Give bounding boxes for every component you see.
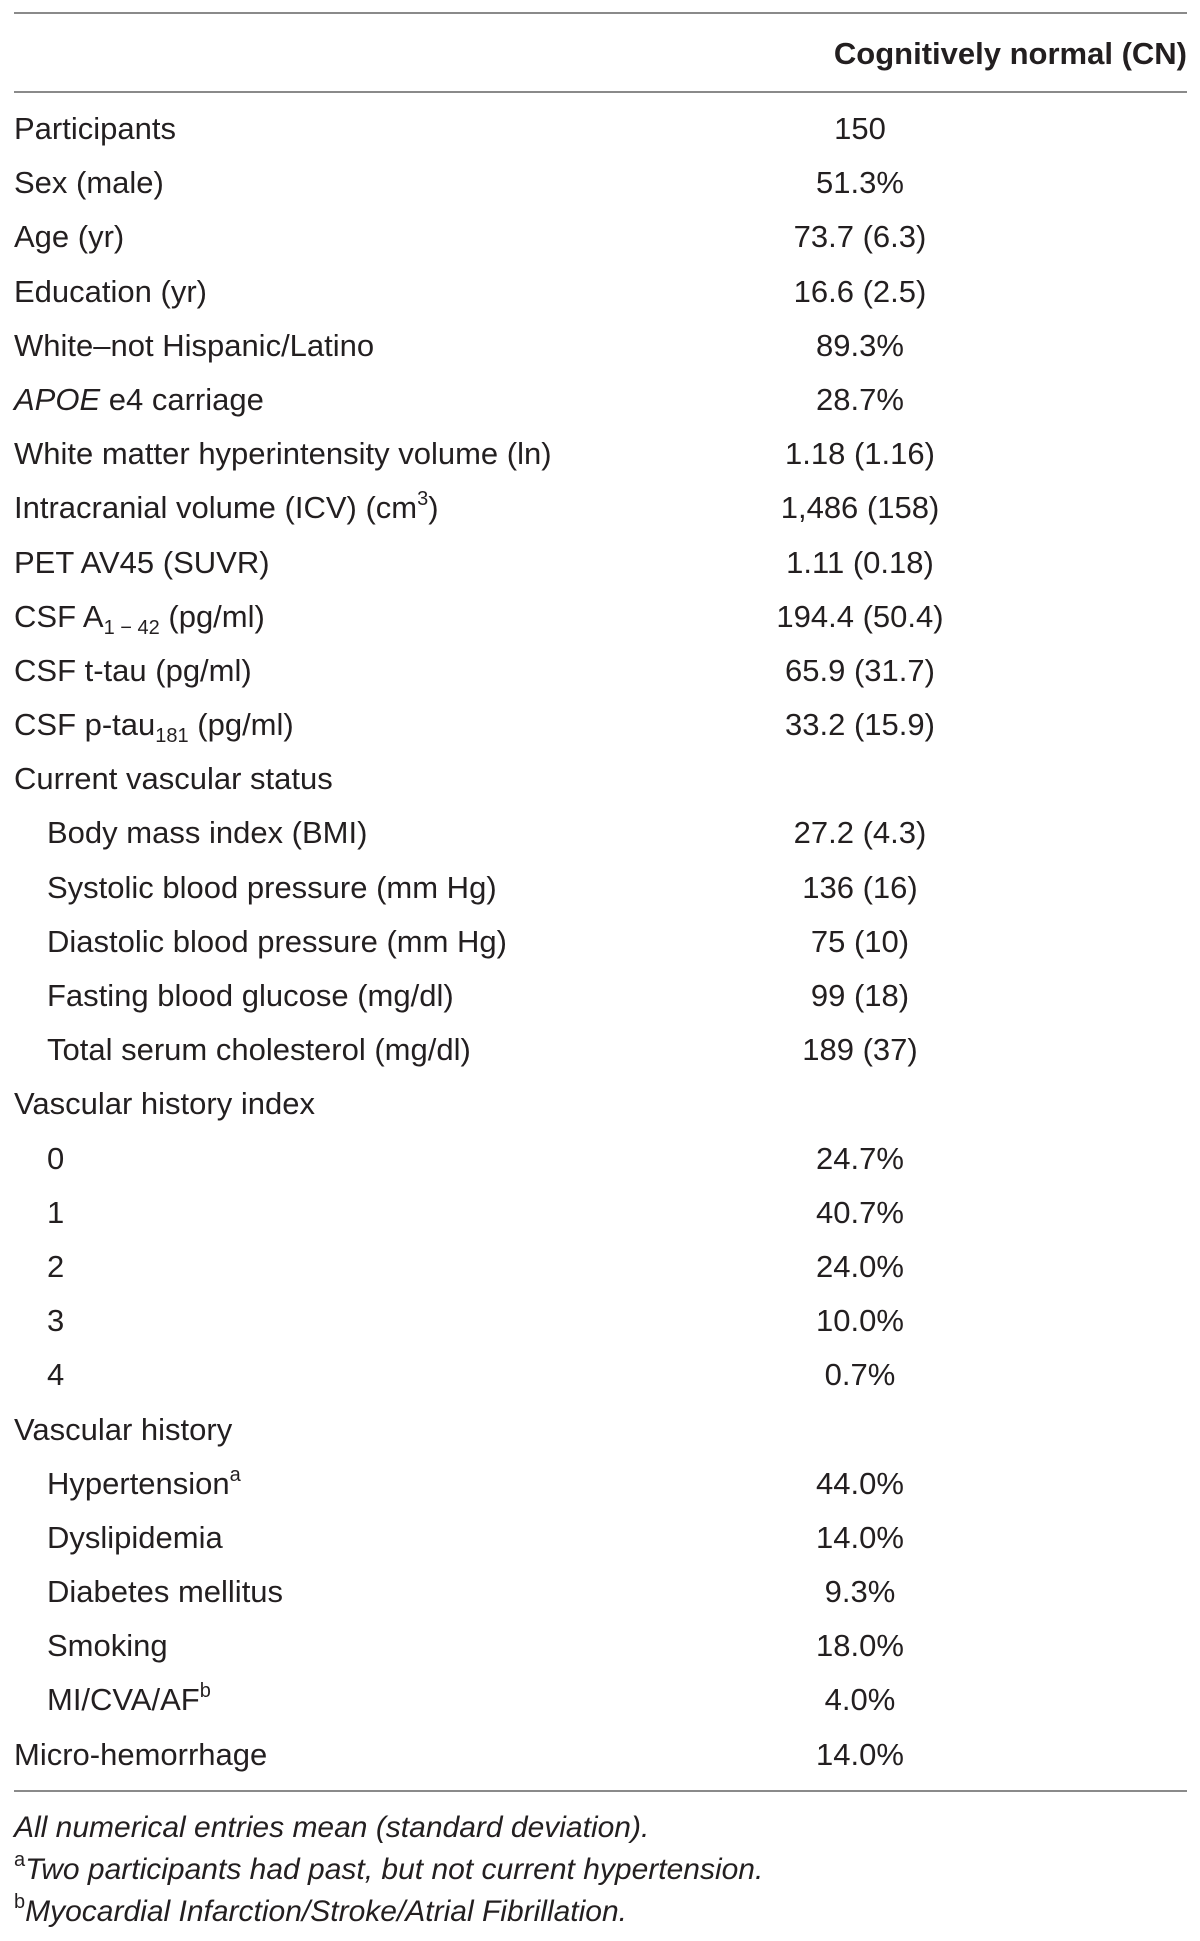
table-row <box>0 380 1200 434</box>
table-row <box>0 1247 1200 1301</box>
row-label <box>14 1084 315 1124</box>
row-label-text: White–not Hispanic/Latino <box>14 327 375 363</box>
row-label-text: 0 <box>47 1140 65 1176</box>
row-value: 44.0% <box>816 1465 904 1501</box>
row-label-text: Vascular history <box>14 1411 233 1447</box>
table-bottom-rule <box>14 1790 1187 1792</box>
table-row <box>0 272 1200 326</box>
row-label <box>47 1518 223 1558</box>
row-value: 4.0% <box>824 1682 896 1718</box>
row-value: 99 (18) <box>810 978 910 1013</box>
table-row <box>0 705 1200 759</box>
row-label-text: Hypertension <box>47 1465 230 1501</box>
table-row <box>0 217 1200 271</box>
table-row <box>0 1301 1200 1355</box>
row-label <box>47 1030 471 1070</box>
row-label <box>47 813 367 853</box>
row-label-text: Intracranial volume (ICV) (cm <box>14 490 418 526</box>
row-label-text: CSF t-tau (pg/ml) <box>14 652 252 688</box>
row-value: 1,486 (158) <box>780 490 940 526</box>
row-value: 1.18 (1.16) <box>785 436 935 472</box>
row-label-text: 2 <box>47 1248 65 1284</box>
row-value: 89.3% <box>816 327 904 363</box>
row-label-sup: a <box>229 1463 241 1486</box>
table-top-rule <box>14 12 1187 14</box>
row-value: 14.0% <box>816 1519 904 1555</box>
row-value: 10.0% <box>816 1303 904 1339</box>
table-row <box>0 759 1200 813</box>
row-label <box>47 976 454 1016</box>
table-row <box>0 488 1200 542</box>
footnote-text: Myocardial Infarction/Stroke/Atrial Fibrillation. <box>25 1895 628 1928</box>
table-row <box>0 434 1200 488</box>
row-label <box>47 1464 241 1504</box>
row-label-text: 3 <box>47 1303 65 1339</box>
row-label <box>14 488 439 528</box>
table-row <box>0 326 1200 380</box>
row-label-text: Vascular history index <box>14 1086 315 1122</box>
row-label-text: Diabetes mellitus <box>47 1574 284 1610</box>
row-label-sub: 181 <box>155 725 189 748</box>
table-row <box>0 868 1200 922</box>
table-row <box>0 651 1200 705</box>
row-label-text: MI/CVA/AF <box>47 1682 200 1718</box>
row-label-text: Participants <box>14 111 176 146</box>
table-row <box>0 922 1200 976</box>
row-label-text: Systolic blood pressure (mm Hg) <box>47 869 497 905</box>
row-label <box>47 868 497 908</box>
row-label <box>14 1410 232 1450</box>
row-label-text: Diastolic blood pressure (mm Hg) <box>47 923 507 959</box>
table-row <box>0 163 1200 217</box>
row-value: 194.4 (50.4) <box>776 598 944 634</box>
row-value: 9.3% <box>824 1574 896 1610</box>
footnote-mark: b <box>14 1891 26 1913</box>
row-label-text: Body mass index (BMI) <box>47 815 368 851</box>
table-row <box>0 813 1200 867</box>
table-row <box>0 976 1200 1030</box>
row-value: 150 <box>834 111 886 146</box>
row-label <box>14 597 265 637</box>
footnote-a <box>14 1850 763 1890</box>
row-label-text: 1 <box>47 1194 65 1230</box>
row-label-text: CSF A <box>14 598 104 634</box>
row-label <box>14 217 124 257</box>
row-label-text: Total serum cholesterol (mg/dl) <box>47 1032 471 1068</box>
row-label <box>14 759 333 799</box>
row-label <box>47 1626 168 1666</box>
row-value: 73.7 (6.3) <box>793 219 927 255</box>
row-label <box>14 1735 267 1775</box>
table-row <box>0 1355 1200 1409</box>
row-label-after: ) <box>428 490 439 526</box>
row-value: 14.0% <box>816 1736 904 1772</box>
row-value: 27.2 (4.3) <box>793 815 927 851</box>
row-label <box>14 543 270 583</box>
row-value: 1.11 (0.18) <box>786 544 934 580</box>
table-row <box>0 1626 1200 1680</box>
table-row <box>0 1735 1200 1789</box>
row-label-text: PET AV45 (SUVR) <box>14 544 270 580</box>
row-label-italic: APOE <box>14 381 101 417</box>
table-row <box>0 1030 1200 1084</box>
table-row <box>0 1518 1200 1572</box>
footnote-text: Two participants had past, but not current hypertension. <box>25 1853 764 1886</box>
row-label-text: Current vascular status <box>14 761 333 797</box>
row-label-text: White matter hyperintensity volume (ln) <box>14 436 552 472</box>
table-row <box>0 1680 1200 1734</box>
row-label <box>14 272 207 312</box>
table-row <box>0 109 1200 163</box>
row-label-text: Education (yr) <box>14 273 207 309</box>
row-label-text: Fasting blood glucose (mg/dl) <box>47 978 454 1013</box>
row-label <box>47 1680 211 1720</box>
row-value: 40.7% <box>816 1194 904 1230</box>
table-row <box>0 1139 1200 1193</box>
table-row <box>0 1410 1200 1464</box>
row-label <box>14 380 264 420</box>
row-label <box>47 1193 64 1233</box>
row-label <box>47 1355 64 1395</box>
row-label-rest: e4 carriage <box>100 381 264 417</box>
row-label-after: (pg/ml) <box>159 598 265 634</box>
table-header-rule <box>14 91 1187 93</box>
row-label <box>14 434 552 474</box>
footnote-text: All numerical entries mean (standard deviation). <box>14 1811 650 1844</box>
row-label-sup: 3 <box>417 488 429 511</box>
table-body <box>0 109 1200 1789</box>
row-value: 24.7% <box>816 1140 904 1176</box>
row-label-text: Age (yr) <box>14 219 125 255</box>
row-value: 18.0% <box>816 1628 904 1664</box>
row-value: 136 (16) <box>802 869 918 905</box>
row-label <box>47 1301 64 1341</box>
row-label <box>14 651 252 691</box>
row-label <box>14 705 294 748</box>
row-label <box>14 109 176 149</box>
row-value: 33.2 (15.9) <box>785 707 935 743</box>
row-label-text: Dyslipidemia <box>47 1519 223 1555</box>
row-label-text: CSF p-tau <box>14 707 156 743</box>
row-label-text: Smoking <box>47 1628 168 1664</box>
row-label <box>14 326 374 366</box>
column-header-cn: Cognitively normal (CN) <box>833 36 1187 71</box>
row-value: 51.3% <box>816 165 904 201</box>
table-row <box>0 543 1200 597</box>
row-label <box>47 1139 64 1179</box>
row-label-sup: b <box>199 1680 211 1703</box>
footnote-mark: a <box>14 1849 26 1871</box>
table-row <box>0 1084 1200 1138</box>
row-value: 189 (37) <box>802 1032 918 1068</box>
table-row <box>0 1572 1200 1626</box>
row-value: 65.9 (31.7) <box>785 652 935 688</box>
footnote-b <box>14 1892 627 1932</box>
row-label <box>47 922 507 962</box>
row-label-text: Micro-hemorrhage <box>14 1736 268 1772</box>
row-label-text: 4 <box>47 1357 65 1393</box>
row-label-text: Sex (male) <box>14 165 164 201</box>
row-value: 0.7% <box>824 1357 896 1393</box>
row-label <box>47 1247 64 1287</box>
row-value: 28.7% <box>816 381 904 417</box>
row-label-after: (pg/ml) <box>188 707 294 743</box>
table-row <box>0 597 1200 651</box>
footnote-general <box>14 1808 649 1848</box>
row-value: 16.6 (2.5) <box>793 273 927 309</box>
row-value: 75 (10) <box>810 923 910 959</box>
row-label <box>47 1572 283 1612</box>
row-label-sub: 1 − 42 <box>103 616 160 639</box>
row-value: 24.0% <box>816 1248 904 1284</box>
row-label <box>14 163 164 203</box>
table-row <box>0 1193 1200 1247</box>
table-row <box>0 1464 1200 1518</box>
